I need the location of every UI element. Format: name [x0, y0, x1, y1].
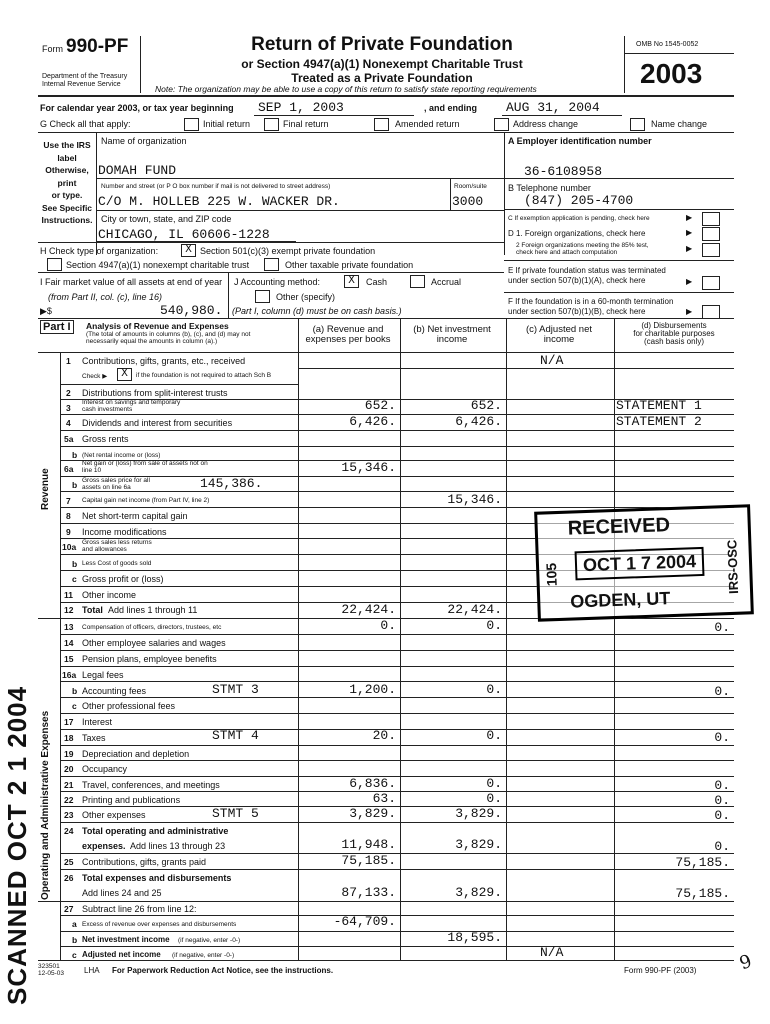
row13-d[interactable]: 0.: [714, 620, 730, 635]
tax-year: 2003: [640, 58, 703, 89]
row21-d[interactable]: 0.: [714, 778, 730, 793]
row23-a[interactable]: 3,829.: [349, 806, 396, 821]
row18-d[interactable]: 0.: [714, 730, 730, 745]
row4-b[interactable]: 6,426.: [455, 414, 502, 429]
row9-num: 9: [66, 527, 71, 537]
h-type-label: H Check type of organization:: [40, 246, 159, 256]
e-label: E If private foundation status was terminated under section 507(b)(1)(A), check here: [508, 266, 666, 285]
row7-num: 7: [66, 496, 71, 506]
received-stamp: [534, 504, 754, 621]
form-note: Note: The organization may be able to use a copy of this return to satisfy state reporting requirements: [155, 84, 537, 94]
row12-a[interactable]: 22,424.: [341, 602, 396, 617]
irs-label: Internal Revenue Service: [42, 81, 121, 88]
row13-a[interactable]: 0.: [380, 618, 396, 633]
org-name-label: Name of organization: [101, 136, 187, 146]
row12-b[interactable]: 22,424.: [447, 602, 502, 617]
city-label: City or town, state, and ZIP code: [101, 214, 232, 224]
omb-number: OMB No 1545-0052: [636, 41, 699, 48]
c-arrow-icon: [686, 213, 692, 222]
part1-subtitle: (The total of amounts in columns (b), (c), and (d) may not necessarily equal the amounts in column (a).): [86, 331, 251, 345]
address-change-checkbox[interactable]: [494, 118, 509, 131]
row21-num: 21: [64, 780, 74, 790]
row27c-label: Adjusted net income: [82, 950, 161, 959]
row6a-label: Net gain or (loss) from sale of assets not on line 10: [82, 460, 208, 474]
row4-a[interactable]: 6,426.: [349, 414, 396, 429]
row10a-num: 10a: [62, 542, 77, 552]
row10a-label: Gross sales less returns and allowances: [82, 539, 152, 553]
row24-label2: expenses.: [82, 841, 126, 851]
row2-check-label: Check ▶: [82, 373, 108, 380]
fmv-value[interactable]: 540,980.: [160, 303, 223, 318]
row5a-label: Gross rents: [82, 434, 129, 444]
row24-b[interactable]: 3,829.: [455, 837, 502, 852]
row16a-label: Legal fees: [82, 670, 124, 680]
row3-num: 3: [66, 403, 71, 413]
d2-foreign-label: 2 Foreign organizations meeting the 85% test, check here and attach computation: [516, 242, 649, 256]
row6b-amount[interactable]: 145,386.: [200, 476, 263, 491]
footer-form: Form 990-PF (2003): [624, 966, 697, 975]
row7-b[interactable]: 15,346.: [447, 492, 502, 507]
h-501c3-checkbox[interactable]: X: [181, 244, 196, 257]
row25-d[interactable]: 75,185.: [675, 855, 730, 870]
row8-label: Net short-term capital gain: [82, 511, 188, 521]
row26-a[interactable]: 87,133.: [341, 885, 396, 900]
row27a-a[interactable]: -64,709.: [333, 914, 396, 929]
row17-label: Interest: [82, 717, 113, 727]
row1-label: Contributions, gifts, grants, etc., received: [82, 356, 246, 366]
phone-label: B Telephone number: [508, 183, 591, 193]
row26-num: 26: [64, 873, 74, 883]
other-method-label: Other (specify): [276, 292, 336, 302]
row16b-d[interactable]: 0.: [714, 684, 730, 699]
row18-b[interactable]: 0.: [486, 728, 502, 743]
h-4947-checkbox[interactable]: [47, 258, 62, 271]
footer-notice: For Paperwork Reduction Act Notice, see the instructions.: [112, 966, 334, 975]
row6b-num: b: [72, 480, 78, 490]
row21-a[interactable]: 6,836.: [349, 776, 396, 791]
c-exemption-checkbox[interactable]: [702, 212, 720, 226]
stamp-city: OGDEN, UT: [569, 588, 671, 612]
col-b-header: (b) Net investment income: [413, 324, 491, 345]
row27b-tail: (if negative, enter -0-): [178, 937, 241, 944]
part1-cash-basis-note: (Part I, column (d) must be on cash basis.): [232, 306, 402, 316]
department-label: Department of the Treasury: [42, 73, 128, 80]
row18-a[interactable]: 20.: [372, 728, 396, 743]
row22-a[interactable]: 63.: [372, 791, 396, 806]
ein-label: A Employer identification number: [508, 136, 652, 146]
j-accounting-label: J Accounting method:: [234, 277, 321, 287]
row16b-stmt[interactable]: STMT 3: [212, 682, 259, 697]
row16c-num: c: [72, 701, 77, 711]
row22-num: 22: [64, 795, 74, 805]
ein-value[interactable]: 36-6108958: [524, 164, 603, 179]
row23-d[interactable]: 0.: [714, 808, 730, 823]
d2-foreign-checkbox[interactable]: [702, 243, 720, 257]
row5b-label: (Net rental income or (loss): [82, 452, 161, 459]
row24-d[interactable]: 0.: [714, 839, 730, 854]
stamp-received: RECEIVED: [567, 514, 671, 540]
row25-label: Contributions, gifts, grants paid: [82, 857, 207, 867]
other-method-checkbox[interactable]: [255, 290, 270, 303]
row6a-a[interactable]: 15,346.: [341, 460, 396, 475]
row2-num: 2: [66, 388, 71, 398]
row10b-num: b: [72, 559, 78, 569]
city-state-zip[interactable]: CHICAGO, IL 60606-1228: [98, 227, 270, 242]
expenses-side-label: Operating and Administrative Expenses: [40, 710, 51, 900]
g-check-label: G Check all that apply:: [40, 119, 131, 129]
amended-return-label: Amended return: [395, 119, 460, 129]
row14-num: 14: [64, 638, 74, 648]
use-irs-label: Use the IRS label Otherwise, print or type. See Specific Instructions.: [41, 140, 93, 225]
i-fmv-sublabel: (from Part II, col. (c), line 16): [48, 292, 163, 302]
footer-lha: LHA: [84, 966, 100, 975]
row27-label: Subtract line 26 from line 12:: [82, 904, 197, 914]
name-change-label: Name change: [651, 119, 708, 129]
handwritten-mark: 9: [736, 950, 755, 975]
row16b-num: b: [72, 686, 78, 696]
c-exemption-label: C If exemption application is pending, check here: [508, 215, 650, 222]
form-subtitle-2: Treated as a Private Foundation: [291, 71, 473, 85]
form-number: 990-PF: [66, 36, 129, 57]
row21-b[interactable]: 0.: [486, 776, 502, 791]
f-arrow-icon: [686, 307, 692, 316]
row27b-b[interactable]: 18,595.: [447, 930, 502, 945]
row12-label: Total: [82, 605, 103, 615]
row27c-num: c: [72, 950, 77, 960]
d1-foreign-label: D 1. Foreign organizations, check here: [508, 229, 646, 238]
final-return-label: Final return: [283, 119, 329, 129]
row24-label3: Add lines 13 through 23: [130, 841, 226, 851]
row26-b[interactable]: 3,829.: [455, 885, 502, 900]
part1-tag: Part I: [40, 320, 74, 334]
sch-b-label: if the foundation is not required to attach Sch B: [136, 372, 272, 379]
initial-return-label: Initial return: [203, 119, 251, 129]
stamp-left-code: 105: [542, 562, 560, 587]
row23-label: Other expenses: [82, 810, 146, 820]
row7-label: Capital gain net income (from Part IV, line 2): [82, 497, 210, 504]
phone-value[interactable]: (847) 205-4700: [524, 193, 634, 208]
row12-num: 12: [64, 605, 74, 615]
row6b-label: Gross sales price for all assets on line 6a: [82, 477, 150, 491]
row4-num: 4: [66, 418, 71, 428]
row23-stmt[interactable]: STMT 5: [212, 806, 259, 821]
row16b-label: Accounting fees: [82, 686, 147, 696]
row13-label: Compensation of officers, directors, trustees, etc: [82, 624, 222, 631]
row24-label1: Total operating and administrative: [82, 826, 229, 836]
f-checkbox[interactable]: [702, 305, 720, 319]
row16a-num: 16a: [62, 670, 77, 680]
col-c-header: (c) Adjusted net income: [525, 324, 592, 345]
row2-label: Distributions from split-interest trusts: [82, 388, 228, 398]
row21-label: Travel, conferences, and meetings: [82, 780, 220, 790]
row16b-a[interactable]: 1,200.: [349, 682, 396, 697]
row26-d[interactable]: 75,185.: [675, 886, 730, 901]
initial-return-checkbox[interactable]: [184, 118, 199, 131]
row14-label: Other employee salaries and wages: [82, 638, 226, 648]
stamp-right-code: IRS-OSC: [724, 539, 742, 595]
row13-b[interactable]: 0.: [486, 618, 502, 633]
row23-b[interactable]: 3,829.: [455, 806, 502, 821]
name-change-checkbox[interactable]: [630, 118, 645, 131]
row22-label: Printing and publications: [82, 795, 181, 805]
row11-label: Other income: [82, 590, 137, 600]
row11-num: 11: [64, 590, 73, 600]
calendar-year-label: For calendar year 2003, or tax year beginning: [40, 103, 234, 113]
row12-label2: Add lines 1 through 11: [108, 605, 198, 615]
row27a-num: a: [72, 919, 77, 929]
row18-stmt[interactable]: STMT 4: [212, 728, 259, 743]
row27-num: 27: [64, 904, 74, 914]
row10b-label: Less Cost of goods sold: [82, 560, 152, 567]
row19-label: Depreciation and depletion: [82, 749, 190, 759]
row23-num: 23: [64, 810, 74, 820]
row18-num: 18: [64, 733, 74, 743]
f-label: F If the foundation is in a 60-month termination under section 507(b)(1)(B), check here: [508, 297, 674, 316]
street-address[interactable]: C/O M. HOLLEB 225 W. WACKER DR.: [98, 194, 340, 209]
revenue-side-label: Revenue: [40, 468, 51, 510]
row27a-label: Excess of revenue over expenses and disbursements: [82, 921, 237, 928]
org-name[interactable]: DOMAH FUND: [98, 163, 177, 178]
sch-b-checkbox[interactable]: X: [117, 368, 132, 381]
row27b-num: b: [72, 935, 78, 945]
d2-arrow-icon: [686, 244, 692, 253]
d1-foreign-checkbox[interactable]: [702, 227, 720, 241]
h-501c3-label: Section 501(c)(3) exempt private foundation: [200, 246, 376, 256]
row24-num: 24: [64, 826, 74, 836]
h-other-taxable-label: Other taxable private foundation: [285, 260, 414, 270]
row10c-label: Gross profit or (loss): [82, 574, 164, 584]
i-dollar-label: ▶$: [40, 306, 52, 316]
row13-num: 13: [64, 622, 74, 632]
row4-label: Dividends and interest from securities: [82, 418, 233, 428]
row17-num: 17: [64, 717, 74, 727]
row9-label: Income modifications: [82, 527, 167, 537]
row10c-num: c: [72, 574, 77, 584]
and-ending-label: , and ending: [424, 103, 477, 113]
row27c-c[interactable]: N/A: [540, 945, 564, 960]
row3-d[interactable]: STATEMENT 1: [616, 398, 702, 413]
row1-num: 1: [66, 356, 71, 366]
row20-label: Occupancy: [82, 764, 128, 774]
accrual-checkbox[interactable]: [410, 275, 425, 288]
row24-a[interactable]: 11,948.: [341, 837, 396, 852]
row1-c[interactable]: N/A: [540, 353, 564, 368]
accrual-label: Accrual: [431, 277, 462, 287]
tax-year-begin[interactable]: SEP 1, 2003: [258, 100, 344, 115]
row15-label: Pension plans, employee benefits: [82, 654, 217, 664]
final-return-checkbox[interactable]: [264, 118, 279, 131]
part1-title: Analysis of Revenue and Expenses: [86, 321, 229, 331]
form-subtitle-1: or Section 4947(a)(1) Nonexempt Charitable Trust: [241, 57, 523, 71]
row20-num: 20: [64, 764, 74, 774]
row3-label: Interest on savings and temporary cash investments: [82, 399, 181, 413]
col-d-header: (d) Disbursements for charitable purposes (cash basis only): [633, 321, 715, 346]
room-suite[interactable]: 3000: [452, 194, 484, 209]
cash-checkbox[interactable]: X: [344, 275, 359, 288]
row4-d[interactable]: STATEMENT 2: [616, 414, 702, 429]
footer-code: 323501 12-05-03: [38, 963, 65, 977]
row6a-num: 6a: [64, 464, 74, 474]
cash-label: Cash: [366, 277, 388, 287]
d1-arrow-icon: [686, 228, 692, 237]
row3-b[interactable]: 652.: [470, 398, 502, 413]
scanned-stamp: SCANNED OCT 2 1 2004: [2, 685, 32, 1005]
row26-label1: Total expenses and disbursements: [82, 873, 232, 883]
row16c-label: Other professional fees: [82, 701, 176, 711]
h-other-taxable-checkbox[interactable]: [264, 258, 279, 271]
form-title: Return of Private Foundation: [251, 34, 513, 55]
row25-a[interactable]: 75,185.: [341, 853, 396, 868]
tax-year-end[interactable]: AUG 31, 2004: [506, 100, 600, 115]
address-change-label: Address change: [513, 119, 579, 129]
room-suite-label: Room/suite: [454, 183, 487, 190]
row8-num: 8: [66, 511, 71, 521]
row27b-label: Net investment income: [82, 935, 170, 944]
row15-num: 15: [64, 654, 74, 664]
stamp-date: OCT 1 7 2004: [575, 547, 705, 580]
form-label: Form: [42, 44, 63, 54]
row27c-tail: (if negative, enter -0-): [172, 952, 235, 959]
row18-label: Taxes: [82, 733, 106, 743]
i-fmv-label: I Fair market value of all assets at end of year: [40, 277, 223, 287]
row22-d[interactable]: 0.: [714, 793, 730, 808]
row19-num: 19: [64, 749, 74, 759]
row16b-b[interactable]: 0.: [486, 682, 502, 697]
row25-num: 25: [64, 857, 74, 867]
col-a-header: (a) Revenue and expenses per books: [305, 324, 391, 345]
row5a-num: 5a: [64, 434, 74, 444]
e-arrow-icon: [686, 277, 692, 286]
street-label: Number and street (or P O box number if mail is not delivered to street address): [101, 183, 331, 190]
row5b-num: b: [72, 450, 78, 460]
row3-a[interactable]: 652.: [364, 398, 396, 413]
amended-return-checkbox[interactable]: [374, 118, 389, 131]
row26-label2: Add lines 24 and 25: [82, 888, 162, 898]
h-4947-label: Section 4947(a)(1) nonexempt charitable trust: [66, 260, 250, 270]
row22-b[interactable]: 0.: [486, 791, 502, 806]
e-checkbox[interactable]: [702, 276, 720, 290]
